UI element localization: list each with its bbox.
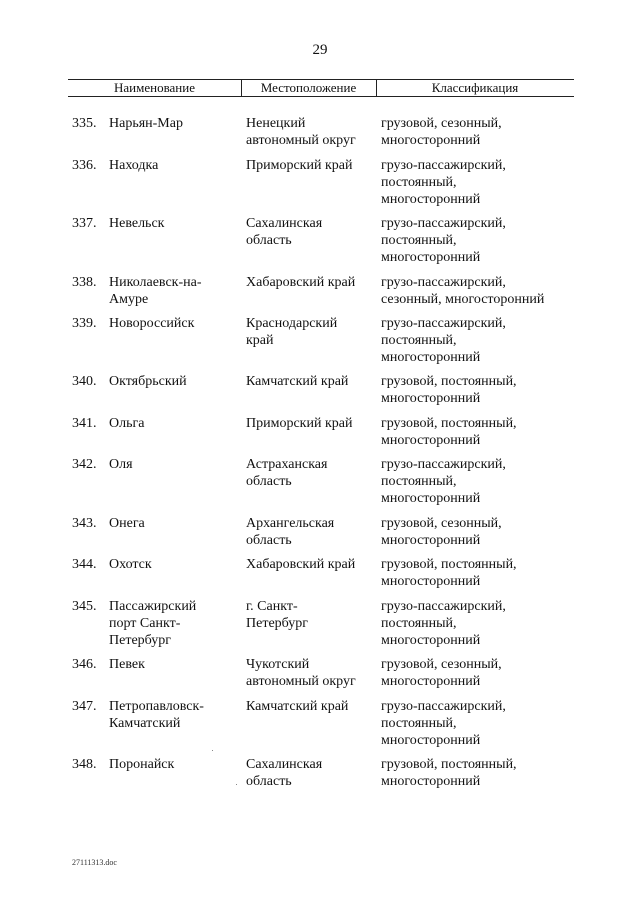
port-location: Приморский край (246, 158, 353, 173)
port-classification: грузо-пассажирский, постоянный, многосторонний (381, 216, 506, 265)
port-location: Ненецкий автономный округ (246, 116, 356, 148)
port-location: Камчатский край (246, 374, 349, 389)
row-number: 340. (72, 374, 97, 389)
port-classification: грузовой, постоянный, многосторонний (381, 416, 517, 448)
port-classification: грузо-пассажирский, постоянный, многосторонний (381, 158, 506, 207)
row-number: 344. (72, 557, 97, 572)
port-location: Сахалинская область (246, 757, 323, 789)
port-name: Охотск (109, 557, 152, 572)
column-header-classification: Классификация (431, 80, 519, 95)
scan-speck (236, 784, 237, 785)
port-location: Камчатский край (246, 699, 349, 714)
port-name: Новороссийск (109, 316, 195, 331)
port-location: Хабаровский край (246, 557, 356, 572)
row-number: 347. (72, 699, 97, 714)
row-number: 339. (72, 316, 97, 331)
port-location: г. Санкт- Петербург (246, 599, 308, 631)
row-number: 341. (72, 416, 97, 431)
row-number: 338. (72, 275, 97, 290)
row-number: 345. (72, 599, 97, 614)
row-number: 336. (72, 158, 97, 173)
row-number: 342. (72, 457, 97, 472)
port-classification: грузовой, сезонный, многосторонний (381, 657, 502, 689)
port-name: Пассажирский порт Санкт- Петербург (109, 599, 197, 648)
port-classification: грузо-пассажирский, постоянный, многосторонний (381, 457, 506, 506)
port-location: Архангельская область (246, 516, 335, 548)
column-header-location: Местоположение (260, 80, 357, 95)
table-header-bottom-rule (68, 96, 574, 97)
page-number: 29 (312, 42, 328, 58)
port-location: Хабаровский край (246, 275, 356, 290)
port-name: Нарьян-Мар (109, 116, 183, 131)
port-location: Краснодарский край (246, 316, 338, 348)
port-classification: грузовой, сезонный, многосторонний (381, 116, 502, 148)
row-number: 348. (72, 757, 97, 772)
port-classification: грузовой, постоянный, многосторонний (381, 374, 517, 406)
table-header (68, 80, 574, 96)
port-classification: грузовой, сезонный, многосторонний (381, 516, 502, 548)
port-classification: грузовой, постоянный, многосторонний (381, 557, 517, 589)
row-number: 346. (72, 657, 97, 672)
port-classification: грузо-пассажирский, постоянный, многосторонний (381, 599, 506, 648)
row-number: 343. (72, 516, 97, 531)
port-name: Петропавловск- Камчатский (109, 699, 204, 731)
port-classification: грузо-пассажирский, постоянный, многосторонний (381, 699, 506, 748)
port-name: Октябрьский (109, 374, 187, 389)
port-name: Ольга (109, 416, 145, 431)
port-location: Сахалинская область (246, 216, 323, 248)
column-header-name: Наименование (114, 80, 195, 95)
port-location: Астраханская область (246, 457, 328, 489)
port-name: Невельск (109, 216, 165, 231)
port-name: Николаевск-на- Амуре (109, 275, 202, 307)
row-number: 337. (72, 216, 97, 231)
port-name: Находка (109, 158, 159, 173)
port-classification: грузовой, постоянный, многосторонний (381, 757, 517, 789)
scan-speck (212, 750, 213, 751)
document-filename: 27111313.doc (72, 858, 117, 867)
port-name: Поронайск (109, 757, 175, 772)
port-classification: грузо-пассажирский, постоянный, многосторонний (381, 316, 506, 365)
row-number: 335. (72, 116, 97, 131)
port-name: Онега (109, 516, 145, 531)
port-location: Чукотский автономный округ (246, 657, 356, 689)
port-classification: грузо-пассажирский, сезонный, многосторонний (381, 275, 545, 307)
port-location: Приморский край (246, 416, 353, 431)
port-name: Певек (109, 657, 145, 672)
port-name: Оля (109, 457, 133, 472)
